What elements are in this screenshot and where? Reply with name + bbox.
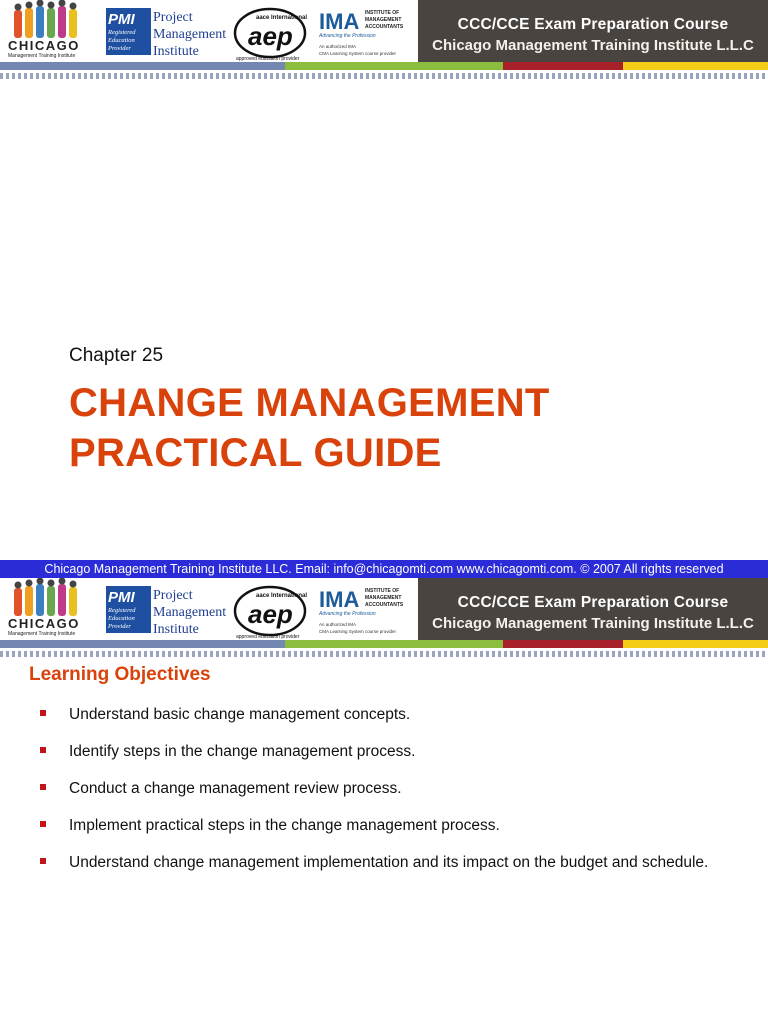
svg-text:Institute: Institute	[153, 622, 199, 637]
ima-logo	[318, 587, 404, 634]
svg-text:CMA Learning System course pro: CMA Learning System course provider	[319, 51, 397, 56]
aace-logo	[235, 9, 307, 62]
objectives-list	[40, 702, 746, 887]
bullet-square-icon	[40, 747, 46, 753]
partner-logos	[0, 578, 418, 640]
svg-text:Institute: Institute	[153, 44, 199, 59]
ima-logo	[318, 9, 404, 56]
bullet-square-icon	[40, 710, 46, 716]
svg-text:Provider: Provider	[108, 623, 131, 630]
course-banner	[418, 0, 768, 62]
dotted-divider	[0, 73, 768, 79]
institute-name: Chicago Management Training Institute L.L.C	[432, 37, 754, 54]
bullet-square-icon	[40, 821, 46, 827]
svg-text:PMI: PMI	[108, 11, 135, 28]
bullet-square-icon	[40, 784, 46, 790]
svg-text:Provider: Provider	[108, 45, 131, 52]
svg-text:CMA Learning System course pro: CMA Learning System course provider	[319, 629, 397, 634]
list-item: Implement practical steps in the change management process.	[40, 813, 746, 838]
section-heading: Learning Objectives	[29, 664, 211, 685]
svg-text:Management Training Institute: Management Training Institute	[8, 53, 76, 59]
svg-text:INSTITUTE OF: INSTITUTE OF	[365, 10, 400, 16]
chapter-title	[69, 378, 689, 478]
chapter-title-line-1: CHANGE MANAGEMENT	[69, 381, 550, 425]
chicago-logo	[8, 578, 80, 637]
svg-text:aep: aep	[248, 599, 293, 629]
svg-text:aace International: aace International	[256, 15, 308, 21]
svg-text:Registered: Registered	[108, 29, 136, 36]
dotted-divider	[0, 651, 768, 657]
svg-text:An authorized IMA: An authorized IMA	[319, 44, 357, 49]
slide-learning-objectives	[0, 578, 768, 1024]
svg-text:An authorized IMA: An authorized IMA	[319, 622, 357, 627]
svg-text:Project: Project	[153, 10, 193, 25]
svg-text:aace International: aace International	[256, 593, 308, 599]
list-item: Understand change management implementation and its impact on the budget and schedule.	[40, 850, 746, 875]
svg-text:Education: Education	[108, 37, 135, 44]
list-item: Conduct a change management review process.	[40, 776, 746, 801]
svg-text:Education: Education	[108, 615, 135, 622]
svg-text:MANAGEMENT: MANAGEMENT	[365, 595, 402, 601]
slide-header	[0, 578, 768, 640]
svg-text:Registered: Registered	[108, 607, 136, 614]
course-banner	[418, 578, 768, 640]
aace-logo	[235, 587, 307, 640]
svg-text:CHICAGO: CHICAGO	[8, 616, 80, 631]
partner-logos	[0, 0, 418, 62]
slide-header	[0, 0, 768, 62]
color-bar	[0, 640, 768, 648]
svg-text:approved education provider: approved education provider	[236, 56, 300, 62]
svg-text:IMA: IMA	[319, 587, 360, 612]
chapter-label: Chapter 25	[69, 345, 164, 366]
svg-text:MANAGEMENT: MANAGEMENT	[365, 17, 402, 23]
institute-name: Chicago Management Training Institute L.L.C	[432, 615, 754, 632]
svg-text:approved education provider: approved education provider	[236, 634, 300, 640]
color-bar	[0, 62, 768, 70]
svg-text:Advancing the Profession: Advancing the Profession	[319, 33, 376, 39]
svg-text:ACCOUNTANTS: ACCOUNTANTS	[365, 602, 404, 608]
list-item: Understand basic change management concepts.	[40, 702, 746, 727]
svg-text:aep: aep	[248, 21, 293, 51]
svg-text:Advancing the Profession: Advancing the Profession	[319, 611, 376, 617]
svg-text:Management: Management	[153, 27, 227, 42]
chicago-logo	[8, 0, 80, 59]
pmi-logo	[106, 8, 226, 59]
svg-text:IMA: IMA	[319, 9, 360, 34]
svg-text:INSTITUTE OF: INSTITUTE OF	[365, 588, 400, 594]
list-item: Identify steps in the change management process.	[40, 739, 746, 764]
svg-text:Management Training Institute: Management Training Institute	[8, 631, 76, 637]
bullet-square-icon	[40, 858, 46, 864]
copyright-footer: Chicago Management Training Institute LLC. Email: info@chicagomti.com www.chicagomti.com. © 2007 All rights reserved	[0, 560, 768, 578]
svg-text:CHICAGO: CHICAGO	[8, 38, 80, 53]
svg-text:Management: Management	[153, 605, 227, 620]
chapter-title-line-2: PRACTICAL GUIDE	[69, 431, 442, 475]
svg-text:ACCOUNTANTS: ACCOUNTANTS	[365, 24, 404, 30]
course-title: CCC/CCE Exam Preparation Course	[457, 16, 729, 33]
svg-text:Project: Project	[153, 588, 193, 603]
pmi-logo	[106, 586, 226, 637]
course-title: CCC/CCE Exam Preparation Course	[457, 594, 729, 611]
svg-text:PMI: PMI	[108, 589, 135, 606]
